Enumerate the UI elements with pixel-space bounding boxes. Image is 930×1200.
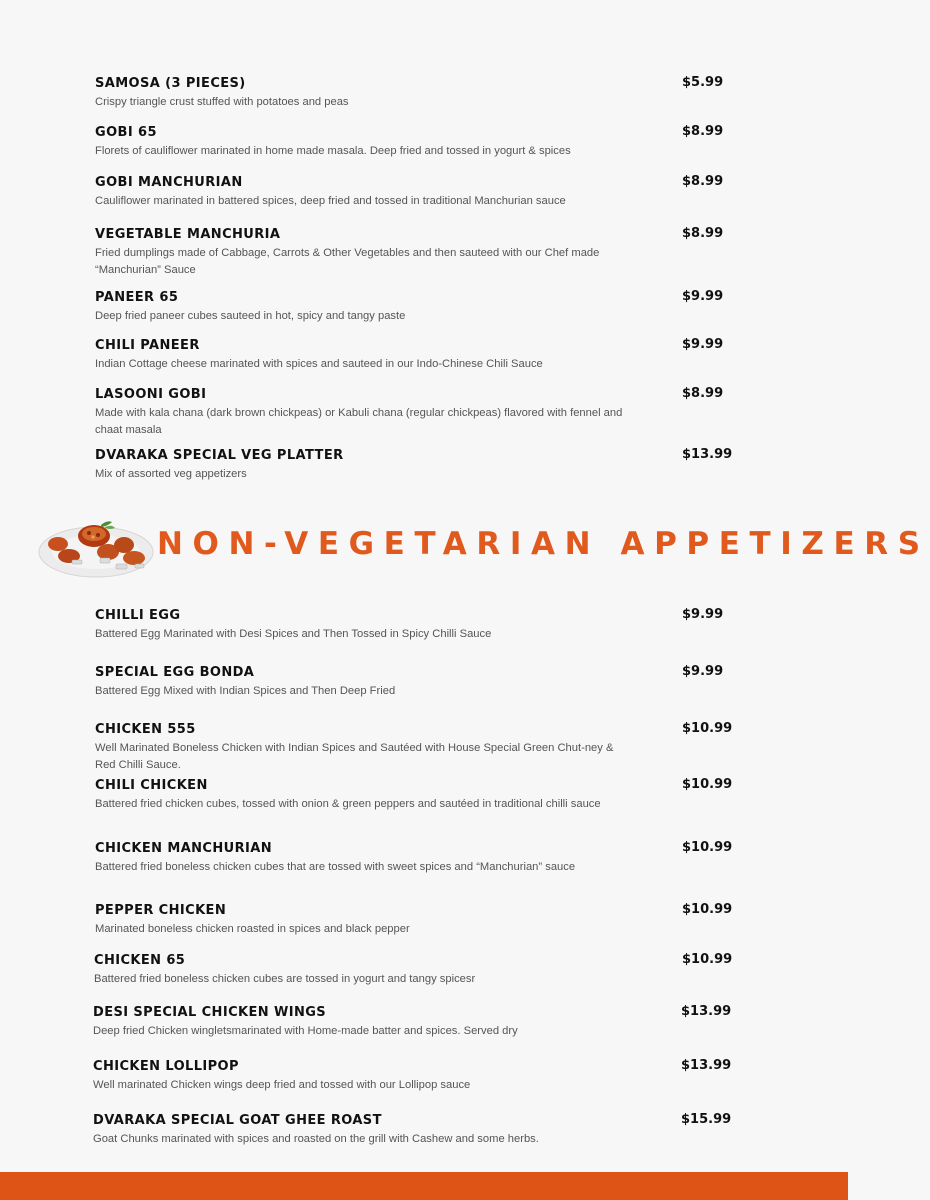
item-name: GOBI 65 — [95, 125, 157, 140]
item-price: $9.99 — [682, 337, 724, 352]
item-description: Deep fried Chicken wingletsmarinated with Home-made batter and spices. Served dry — [93, 1025, 518, 1037]
item-name: CHICKEN MANCHURIAN — [95, 841, 272, 856]
item-name: DVARAKA SPECIAL VEG PLATTER — [95, 448, 344, 463]
item-name: CHILI PANEER — [95, 338, 200, 353]
item-description: Battered Egg Marinated with Desi Spices and Then Tossed in Spicy Chilli Sauce — [95, 628, 492, 640]
item-price: $13.99 — [681, 1058, 732, 1073]
item-description: Cauliflower marinated in battered spices, deep fried and tossed in traditional Manchurian sauce — [95, 195, 566, 207]
item-description: Well marinated Chicken wings deep fried and tossed with our Lollipop sauce — [93, 1079, 471, 1091]
item-description: Battered Egg Mixed with Indian Spices and Then Deep Fried — [95, 685, 396, 697]
item-name: CHICKEN 65 — [94, 953, 186, 968]
item-price: $15.99 — [681, 1112, 732, 1127]
item-description: Made with kala chana (dark brown chickpeas) or Kabuli chana (regular chickpeas) flavored with fennel and chaat masala — [95, 407, 623, 436]
item-price: $9.99 — [682, 664, 724, 679]
item-description: Indian Cottage cheese marinated with spices and sauteed in our Indo-Chinese Chili Sauce — [95, 358, 543, 370]
item-name: DESI SPECIAL CHICKEN WINGS — [93, 1005, 327, 1020]
item-price: $9.99 — [682, 289, 724, 304]
item-price: $10.99 — [682, 902, 733, 917]
item-price: $10.99 — [682, 840, 733, 855]
footer-bar — [0, 1172, 848, 1200]
item-description: Goat Chunks marinated with spices and roasted on the grill with Cashew and some herbs. — [93, 1133, 539, 1145]
item-price: $9.99 — [682, 607, 724, 622]
item-price: $13.99 — [682, 447, 733, 462]
chicken-lollipop-plate-image — [38, 512, 156, 582]
item-price: $8.99 — [682, 226, 724, 241]
item-description: Marinated boneless chicken roasted in spices and black pepper — [95, 923, 410, 935]
item-description: Crispy triangle crust stuffed with potatoes and peas — [95, 96, 349, 108]
item-description: Battered fried boneless chicken cubes that are tossed with sweet spices and “Manchurian” sauce — [95, 861, 576, 873]
item-price: $8.99 — [682, 124, 724, 139]
item-name: PANEER 65 — [95, 290, 179, 305]
item-description: Deep fried paneer cubes sauteed in hot, spicy and tangy paste — [95, 310, 406, 322]
item-name: CHICKEN 555 — [95, 722, 196, 737]
item-description: Well Marinated Boneless Chicken with Indian Spices and Sautéed with House Special Green Chut-ney & Red Chilli Sauce. — [95, 742, 614, 771]
item-name: PEPPER CHICKEN — [95, 903, 227, 918]
item-name: CHILLI EGG — [95, 608, 181, 623]
item-price: $5.99 — [682, 75, 724, 90]
item-description: Florets of cauliflower marinated in home made masala. Deep fried and tossed in yogurt & spices — [95, 145, 571, 157]
item-description: Battered fried boneless chicken cubes are tossed in yogurt and tangy spicesr — [94, 973, 476, 985]
item-name: SPECIAL EGG BONDA — [95, 665, 255, 680]
item-name: CHICKEN LOLLIPOP — [93, 1059, 239, 1074]
item-name: GOBI MANCHURIAN — [95, 175, 243, 190]
item-description: Mix of assorted veg appetizers — [95, 468, 247, 480]
item-name: LASOONI GOBI — [95, 387, 207, 402]
item-price: $13.99 — [681, 1004, 732, 1019]
section-title: NON-VEGETARIAN APPETIZERS — [157, 526, 930, 562]
item-price: $10.99 — [682, 952, 733, 967]
item-price: $10.99 — [682, 777, 733, 792]
item-name: SAMOSA (3 PIECES) — [95, 76, 246, 91]
item-name: VEGETABLE MANCHURIA — [95, 227, 281, 242]
item-price: $8.99 — [682, 174, 724, 189]
item-name: DVARAKA SPECIAL GOAT GHEE ROAST — [93, 1113, 382, 1128]
item-description: Battered fried chicken cubes, tossed with onion & green peppers and sautéed in traditional chilli sauce — [95, 798, 601, 810]
item-name: CHILI CHICKEN — [95, 778, 208, 793]
item-price: $8.99 — [682, 386, 724, 401]
item-price: $10.99 — [682, 721, 733, 736]
item-description: Fried dumplings made of Cabbage, Carrots & Other Vegetables and then sauteed with our Chef made “Manchurian” Sauce — [95, 247, 600, 276]
